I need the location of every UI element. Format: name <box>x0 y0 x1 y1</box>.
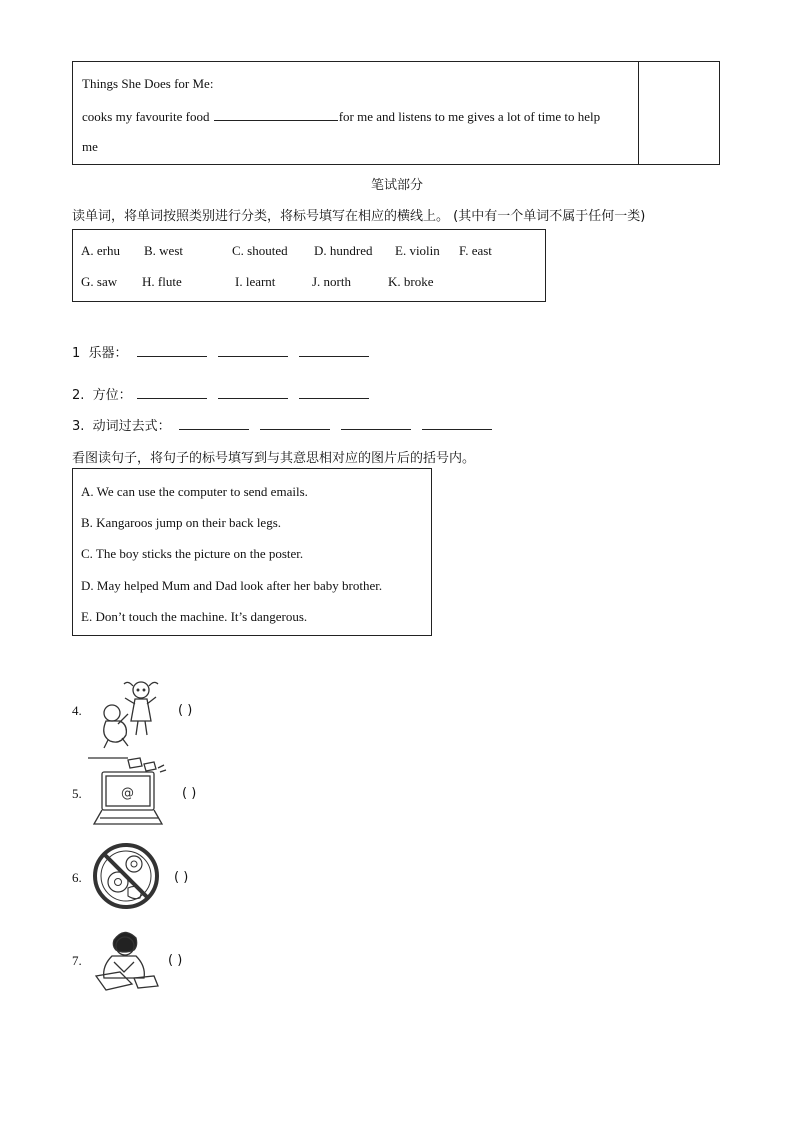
word-item: A. erhu <box>81 243 120 258</box>
word-item: C. shouted <box>232 243 288 258</box>
item-4-number: 4. <box>72 703 82 718</box>
answer-blank[interactable] <box>341 429 411 430</box>
word-item: K. broke <box>388 274 434 289</box>
question-1: 1 乐器： <box>72 346 128 361</box>
sentence-item: C. The boy sticks the picture on the poster. <box>81 546 304 561</box>
answer-blank[interactable] <box>299 398 369 399</box>
sentence-item: B. Kangaroos jump on their back legs. <box>81 515 282 530</box>
word-item: I. learnt <box>235 274 276 289</box>
word-item: B. west <box>144 243 183 258</box>
table-row-2: me <box>82 139 98 154</box>
answer-blank[interactable] <box>137 398 207 399</box>
word-item: J. north <box>312 274 351 289</box>
word-box <box>72 229 546 302</box>
fill-blank[interactable] <box>214 107 338 121</box>
item-5-number: 5. <box>72 786 82 801</box>
things-she-does-table <box>72 61 720 165</box>
item-7-number: 7. <box>72 953 82 968</box>
answer-blank[interactable] <box>260 429 330 430</box>
table-row-1: cooks my favourite food for me and listens to me gives a lot of time to help <box>82 109 601 124</box>
answer-blank[interactable] <box>422 429 492 430</box>
section-title: 笔试部分 <box>370 178 423 193</box>
no-touch-machine-icon <box>92 842 160 910</box>
part1-instruction: 读单词，将单词按照类别进行分类，将标号填写在相应的横线上。 (其中有一个单词不属于任何一类) <box>72 209 646 224</box>
boy-sticking-picture-icon <box>90 926 162 992</box>
girl-with-baby-icon <box>88 676 170 760</box>
word-item: D. hundred <box>314 243 373 258</box>
question-3: 3. 动词过去式： <box>72 419 171 434</box>
sentence-item: E. Don’t touch the machine. It’s dangerous. <box>81 609 308 624</box>
answer-blank[interactable] <box>179 429 249 430</box>
word-item: G. saw <box>81 274 118 289</box>
answer-blank[interactable] <box>137 356 207 357</box>
sentence-item: A. We can use the computer to send emails. <box>81 484 308 499</box>
table-heading: Things She Does for Me: <box>82 76 214 91</box>
sentence-box <box>72 468 432 636</box>
sentence-item: D. May helped Mum and Dad look after her baby brother. <box>81 578 383 593</box>
answer-blank[interactable] <box>218 398 288 399</box>
answer-blank[interactable] <box>299 356 369 357</box>
svg-text:@: @ <box>121 786 134 801</box>
question-2: 2. 方位： <box>72 388 132 403</box>
answer-paren[interactable]: ( ) <box>168 953 183 968</box>
answer-blank[interactable] <box>218 356 288 357</box>
word-item: E. violin <box>395 243 440 258</box>
answer-paren[interactable]: ( ) <box>178 703 193 718</box>
word-item: H. flute <box>142 274 182 289</box>
answer-paren[interactable]: ( ) <box>174 870 189 885</box>
part2-instruction: 看图读句子，将句子的标号填写到与其意思相对应的图片后的括号内。 <box>72 451 476 466</box>
word-item: F. east <box>459 243 492 258</box>
laptop-email-icon <box>92 758 170 828</box>
table-divider <box>638 62 639 164</box>
item-6-number: 6. <box>72 870 82 885</box>
answer-paren[interactable]: ( ) <box>182 786 197 801</box>
